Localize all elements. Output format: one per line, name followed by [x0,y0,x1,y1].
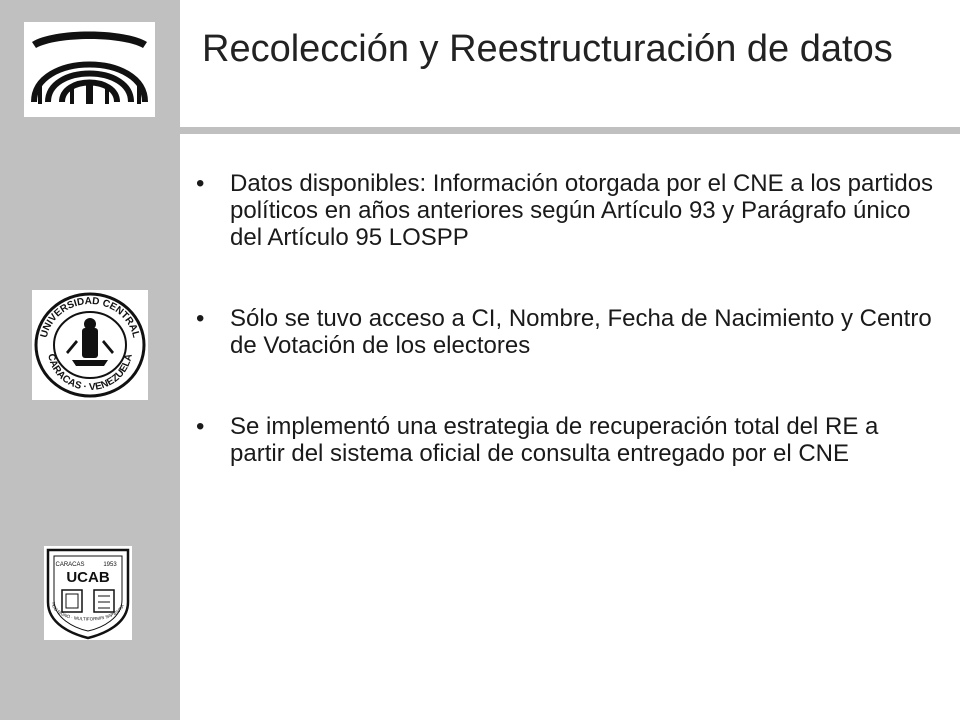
ucab-shield-icon [44,546,132,640]
bullet-text: Se implementó una estrategia de recuperación total del RE a partir del sistema oficial de consulta entregado por el CNE [230,413,879,467]
ucab-year-label: 1953 [103,562,117,568]
ucv-dome-icon [24,22,155,117]
ucv-seal-text-top: UNIVERSIDAD CENTRAL [38,295,142,339]
ucv-seal-logo [32,290,148,400]
bullet-item [196,305,936,359]
bullet-item [196,170,936,251]
ucab-initials: UCAB [66,569,110,586]
bullet-text: Datos disponibles: Información otorgada por el CNE a los partidos políticos en años anteriores según Artículo 93 y Parágrafo único del Artículo 95 LOSPP [230,170,934,251]
bullet-item [196,413,936,467]
ucv-seal-text-bottom: CARACAS · VENEZUELA [45,352,135,394]
bullet-text: Sólo se tuvo acceso a CI, Nombre, Fecha de Nacimiento y Centro de Votación de los electores [230,305,932,359]
bullet-marker: • [196,413,205,440]
slide-title: Recolección y Reestructuración de datos [202,28,893,70]
title-divider-rule [180,127,960,134]
ucab-motto: HOC SIGNO · MULTIFORMIS SAPIENTIA [50,602,125,622]
ucab-shield-logo [44,546,132,640]
ucab-city-label: CARACAS [55,562,85,568]
bullet-list [196,170,936,521]
bullet-marker: • [196,170,205,197]
ucv-seal-icon [32,290,148,400]
bullet-marker: • [196,305,205,332]
ucv-dome-logo [24,22,155,117]
